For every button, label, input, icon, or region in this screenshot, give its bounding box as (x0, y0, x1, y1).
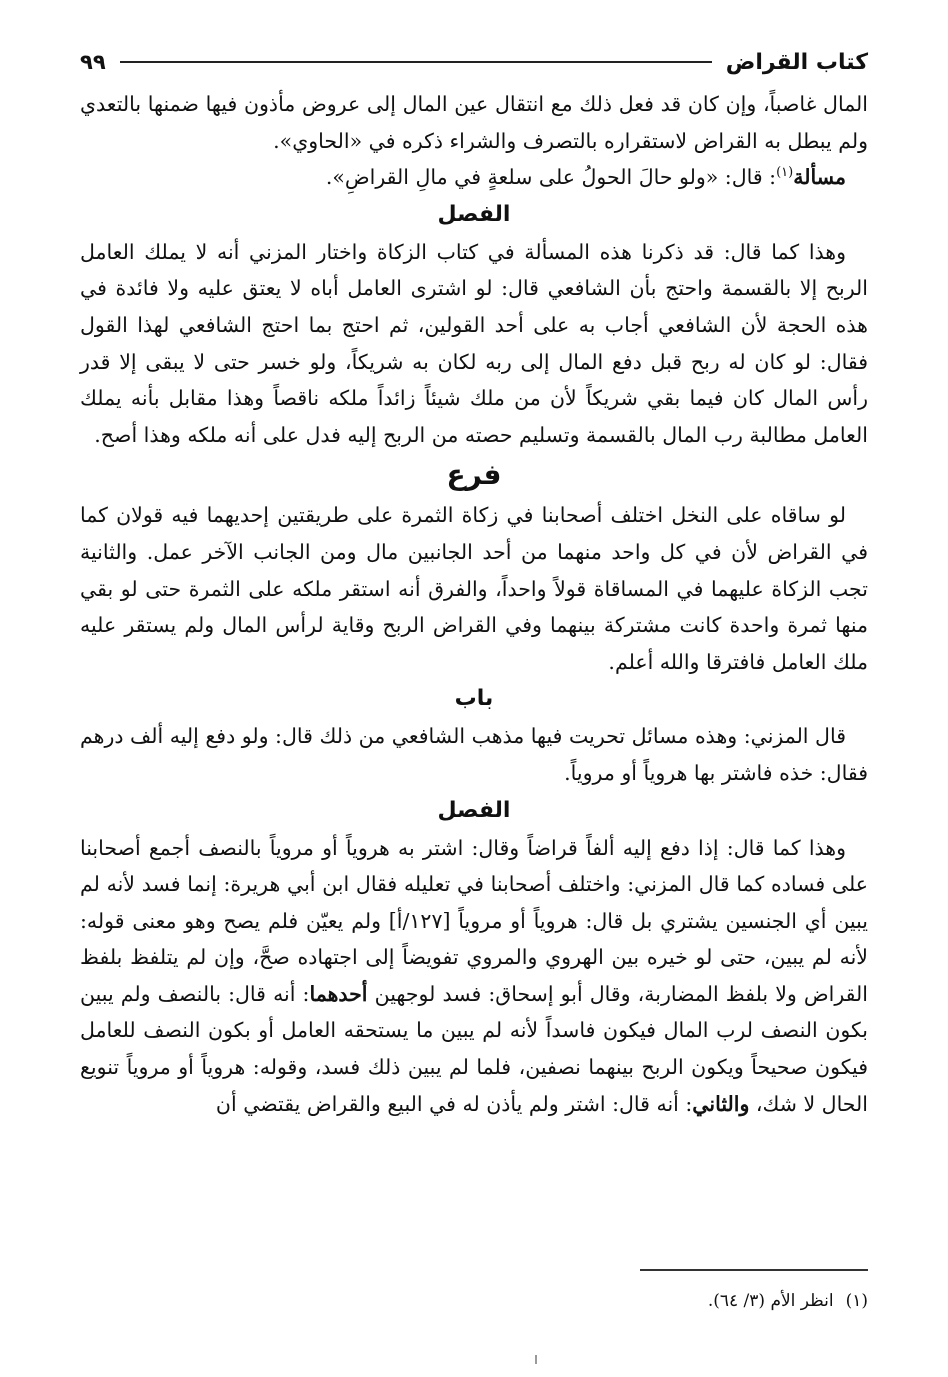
heading-bab: باب (454, 686, 494, 712)
masala-label: مسألة (793, 165, 846, 190)
paragraph-harawi-part-1: وهذا كما قال: إذا دفع إليه ألفاً قراضاً وقال: اشتر به هروياً أو مروياً بالنصف أجمع أصحابنا على فساده كما قال المزني: واختلف أصحابنا في تعليله فقال ابن أبي هريرة: إنما فسد لأنه لم يبين أي الجنسين يشتري بل قال: هروياً أو مروياً [١٢٧/أ] ولم يعيّن فلم يصح وهو معنى قوله: لأنه لم يبين، حتى لو خيره بين الهروي والمروي تفويضاً إلى اجتهاده صحَّ، وإن لم يتلفظ بلفظ القراض ولا بلفظ المضاربة، وقال أبو إسحاق: فسد لوجهين (80, 835, 869, 1006)
masala-paragraph (80, 159, 868, 196)
heading-far: فرع (446, 458, 502, 492)
running-header (80, 38, 868, 86)
page-number: ٩٩ (80, 50, 106, 74)
footnote-text: انظر الأم (٣/ ٦٤). (707, 1291, 834, 1311)
paragraph-musaqat: لو ساقاه على النخل اختلف أصحابنا في زكاة الثمرة على طريقتين إحديهما فيه قولان كما في القراض لأن في كل واحد منهما من أحد الجانبين مال ومن الجانب الآخر عمل. والثانية تجب الزكاة عليهما في المساقاة قولاً واحداً، والفرق أنه استقر ملكه على الثمرة حتى لو بقي منها ثمرة واحدة كانت مشتركة بينهما وفي القراض الربح وقاية لرأس المال ولم يستقر عليه ملك العامل فافترقا والله أعلم. (80, 503, 868, 674)
paragraph-zakat: وهذا كما قال: قد ذكرنا هذه المسألة في كتاب الزكاة واختار المزني أنه لا يملك العامل الربح إلا بالقسمة واحتج بأن الشافعي قال: لو اشترى العامل أباه لا يعتق عليه ولا فائدة في هذه الحجة لأن الشافعي أجاب به على أحد القولين، ثم احتج بما احتج الشافعي لهذا القول فقال: لو كان له ربح قبل دفع المال إلى ربه لكان به شريكاً، ولو خسر حتى لا يبقى إلا قدر رأس المال كان فيما بقي شريكاً لأن من ملك شيئاً زائداً ملكه ناقصاً وهذا مقابل بأنه يملك العامل مطالبة رب المال بالقسمة وتسليم حصته من الربح إليه فدل على أنه ملكه وهذا أصح. (80, 239, 868, 447)
bold-term-first: أحدهما (309, 981, 368, 1006)
heading-fasl-1: الفصل (437, 201, 511, 227)
paragraph-muzani: قال المزني: وهذه مسائل تحريت فيها مذهب الشافعي من ذلك قال: ولو دفع إليه ألف درهم فقال: خذه فاشتر بها هروياً أو مروياً. (80, 724, 868, 785)
header-rule (120, 61, 712, 63)
footnote-ref: (١) (776, 165, 794, 181)
masala-text: : قال: «ولو حالَ الحولُ على سلعةٍ في مالِ القراضِ». (325, 165, 777, 190)
scan-mark (535, 1355, 537, 1364)
running-title: كتاب القراض (725, 49, 868, 75)
heading-fasl-2: الفصل (437, 797, 511, 823)
footnote (708, 1288, 868, 1314)
paragraph-harawi (80, 830, 868, 1123)
book-page (80, 38, 868, 1358)
paragraph-continuation: المال غاصباً، وإن كان قد فعل ذلك مع انتقال عين المال إلى عروض مأذون فيها ضمنها بالتعدي ولم يبطل به القراض لاستقراره بالتصرف والشراء ذكره في «الحاوي». (80, 92, 868, 153)
paragraph-harawi-part-2: : أنه قال: بالنصف ولم يبين بكون النصف لرب المال فيكون فاسداً لأنه لم يبين ما يستحقه العامل أو بكون النصف للعامل فيكون صحيحاً ويكون الربح بينهما نصفين، فلما لم يبين ذلك فسد، وقوله: هروياً أو مروياً تنويع الحال لا شك، (80, 981, 868, 1116)
footnote-rule (640, 1269, 868, 1271)
paragraph-harawi-part-3: : أنه قال: اشتر ولم يأذن له في البيع والقراض يقتضي أن (215, 1091, 693, 1116)
bold-term-second: والثاني (692, 1091, 750, 1116)
footnote-number: (١) (845, 1291, 868, 1311)
